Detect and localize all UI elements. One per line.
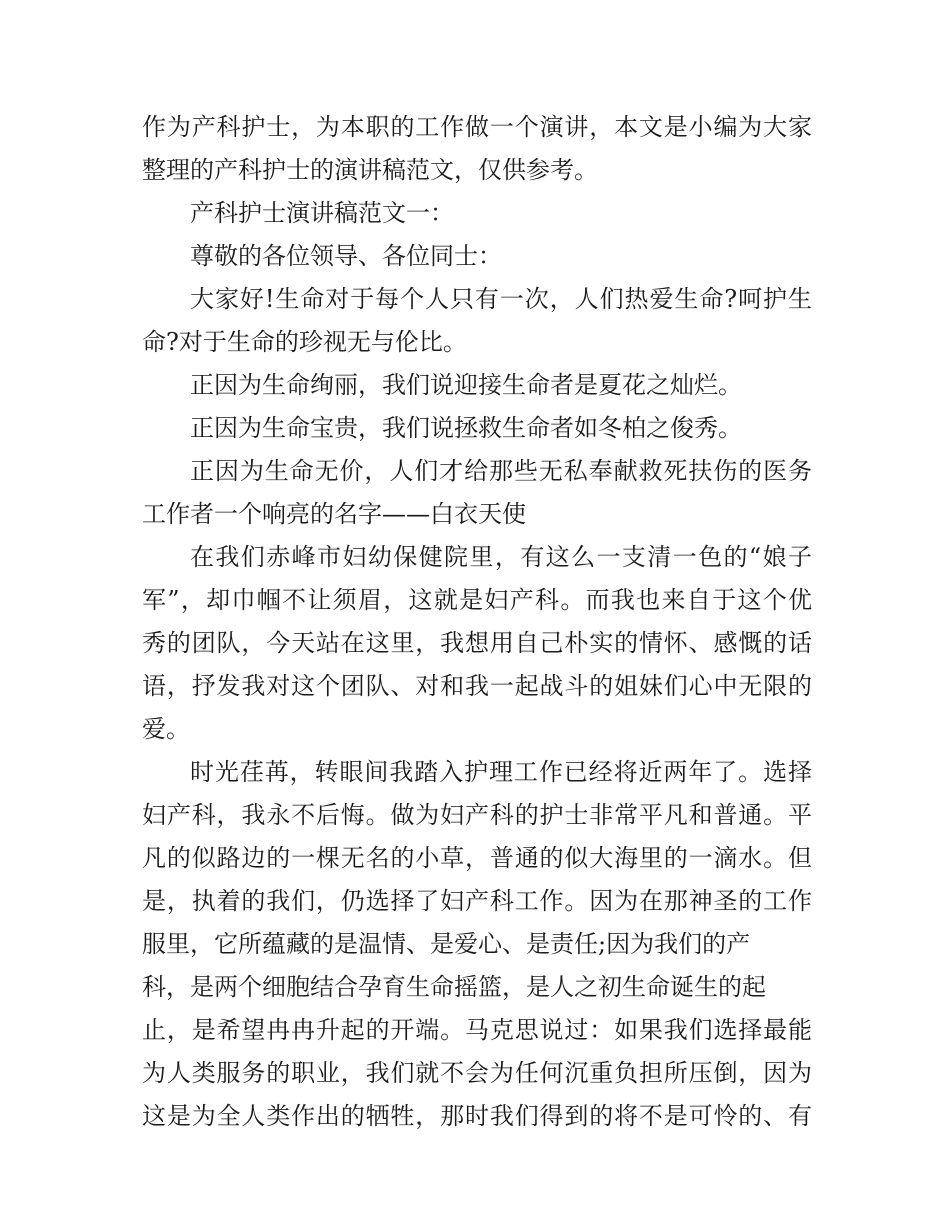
text-line: 止，是希望冉冉升起的开端。马克思说过：如果我们选择最能 — [142, 1016, 812, 1044]
text-line: 秀的团队，今天站在这里，我想用自己朴实的情怀、感慨的话 — [142, 629, 812, 657]
text-line: 时光荏苒，转眼间我踏入护理工作已经将近两年了。选择 — [190, 758, 812, 786]
text-line: 正因为生命无价，人们才给那些无私奉献救死扶伤的医务 — [190, 457, 812, 485]
text-line: 在我们赤峰市妇幼保健院里，有这么一支清一色的“娘子 — [190, 543, 812, 571]
text-line: 凡的似路边的一棵无名的小草，普通的似大海里的一滴水。但 — [142, 844, 812, 872]
text-line: 爱。 — [142, 715, 190, 743]
text-line: 语，抒发我对这个团队、对和我一起战斗的姐妹们心中无限的 — [142, 672, 812, 700]
text-line: 大家好!生命对于每个人只有一次，人们热爱生命?呵护生 — [190, 285, 812, 313]
text-line: 作为产科护士，为本职的工作做一个演讲，本文是小编为大家 — [142, 113, 812, 141]
text-line: 服里，它所蕴藏的是温情、是爱心、是责任;因为我们的产 — [142, 930, 751, 958]
text-line: 工作者一个响亮的名字——白衣天使 — [142, 500, 526, 528]
text-line: 妇产科，我永不后悔。做为妇产科的护士非常平凡和普通。平 — [142, 801, 812, 829]
text-line: 军”，却巾帼不让须眉，这就是妇产科。而我也来自于这个优 — [142, 586, 812, 614]
text-line: 是，执着的我们，仍选择了妇产科工作。因为在那神圣的工作 — [142, 887, 812, 915]
text-line: 为人类服务的职业，我们就不会为任何沉重负担所压倒，因为 — [142, 1059, 812, 1087]
text-line: 尊敬的各位领导、各位同士： — [190, 242, 502, 270]
text-line: 科，是两个细胞结合孕育生命摇篮，是人之初生命诞生的起 — [142, 973, 766, 1001]
text-line: 整理的产科护士的演讲稿范文，仅供参考。 — [142, 156, 598, 184]
text-line: 产科护士演讲稿范文一： — [190, 199, 454, 227]
text-line: 这是为全人类作出的牺牲，那时我们得到的将不是可怜的、有 — [142, 1102, 812, 1130]
text-line: 正因为生命宝贵，我们说拯救生命者如冬柏之俊秀。 — [190, 414, 742, 442]
text-line: 正因为生命绚丽，我们说迎接生命者是夏花之灿烂。 — [190, 371, 742, 399]
document-page — [142, 106, 812, 1138]
text-line: 命?对于生命的珍视无与伦比。 — [142, 328, 467, 356]
